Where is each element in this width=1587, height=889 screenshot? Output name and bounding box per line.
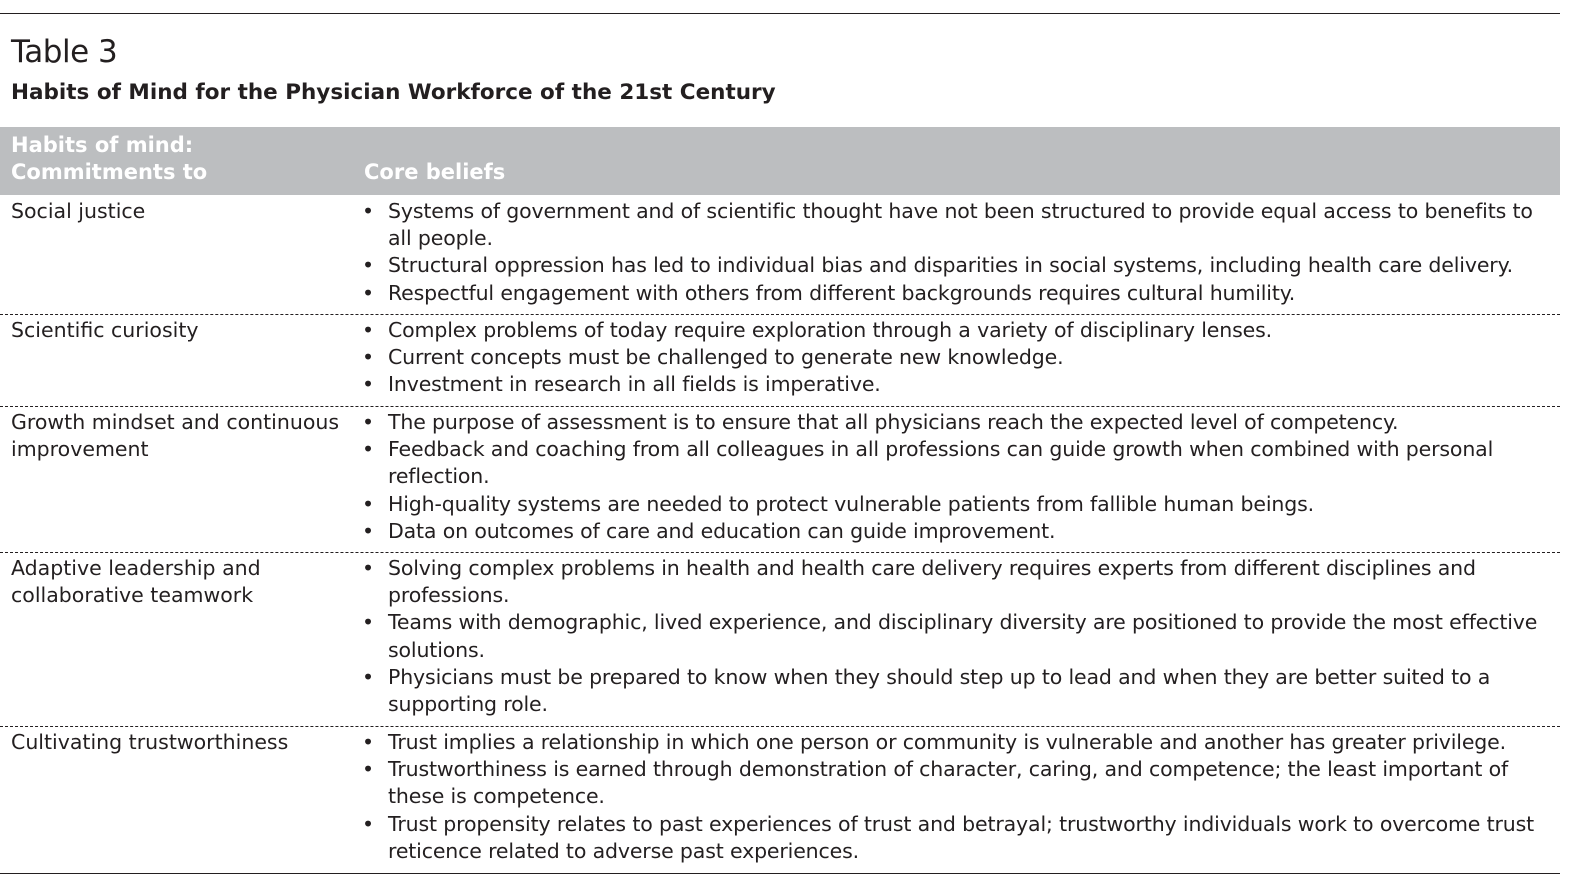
habit-cell: Scientific curiosity [11,318,199,342]
table-row-growth-mindset [0,407,1560,553]
belief-text: Complex problems of today require exploration through a variety of disciplinary lenses. [388,318,1273,342]
belief-item [362,198,1552,252]
belief-text: High-quality systems are needed to protect vulnerable patients from fallible human beings. [388,491,1314,516]
belief-item [362,811,1552,865]
bullet-icon: • [362,253,374,278]
habit-cell: Cultivating trustworthiness [11,730,289,754]
top-rule [0,13,1560,14]
beliefs-list [362,317,1552,399]
belief-text: Respectful engagement with others from different backgrounds requires cultural humility. [388,280,1296,305]
header-habits-line1: Habits of mind: [11,133,194,157]
bullet-icon: • [362,518,374,543]
belief-text: Solving complex problems in health and health care delivery requires experts from different disciplines and professions. [388,556,1476,608]
bullet-icon: • [362,372,374,397]
belief-item [362,317,1552,344]
belief-item [362,344,1552,371]
bullet-icon: • [362,345,374,370]
table-row-cultivating-trustworthiness [0,727,1560,874]
belief-text: Feedback and coaching from all colleagues in all professions can guide growth when combined with personal reflection. [388,437,1494,489]
table-row-social-justice [0,196,1560,315]
table-row-adaptive-leadership [0,553,1560,727]
bullet-icon: • [362,410,374,434]
belief-text: Investment in research in all fields is imperative. [388,372,881,397]
header-core-beliefs: Core beliefs [364,160,506,184]
belief-text: Data on outcomes of care and education can guide improvement. [388,518,1056,543]
beliefs-list [362,198,1552,307]
bullet-icon: • [362,811,374,836]
belief-item [362,436,1552,490]
bullet-icon: • [362,437,374,462]
habit-cell: Social justice [11,199,146,223]
bullet-icon: • [362,556,374,580]
bullet-icon: • [362,199,374,223]
belief-item [362,609,1552,663]
belief-text: Structural oppression has led to individual bias and disparities in social systems, including health care delivery. [388,253,1513,278]
belief-item [362,371,1552,398]
belief-text: The purpose of assessment is to ensure that all physicians reach the expected level of competency. [388,410,1399,434]
bullet-icon: • [362,491,374,516]
header-habits-line2: Commitments to [11,160,208,184]
belief-text: Teams with demographic, lived experience, and disciplinary diversity are positioned to provide the most effective solutions. [388,610,1538,662]
bullet-icon: • [362,318,374,342]
table-row-scientific-curiosity [0,315,1560,407]
belief-text: Systems of government and of scientific thought have not been structured to provide equal access to benefits to all people. [388,199,1533,251]
belief-item [362,518,1552,545]
bullet-icon: • [362,664,374,689]
belief-text: Trust propensity relates to past experiences of trust and betrayal; trustworthy individuals work to overcome trust reticence related to adverse past experiences. [388,811,1535,863]
belief-item [362,729,1552,756]
table-label: Table 3 [11,34,118,70]
belief-item [362,756,1552,810]
header-habits-of-mind [11,132,341,186]
belief-text: Physicians must be prepared to know when they should step up to lead and when they are better suited to a supporting role. [388,664,1491,717]
bullet-icon: • [362,280,374,305]
bullet-icon: • [362,610,374,635]
belief-text: Trustworthiness is earned through demonstration of character, caring, and competence; the least important of these is competence. [388,757,1509,809]
belief-item [362,491,1552,518]
belief-text: Current concepts must be challenged to generate new knowledge. [388,345,1064,370]
belief-item [362,555,1552,609]
belief-item [362,252,1552,279]
bullet-icon: • [362,757,374,782]
table-title: Habits of Mind for the Physician Workforce of the 21st Century [11,80,776,105]
bullet-icon: • [362,730,374,754]
beliefs-list [362,555,1552,718]
belief-item [362,409,1552,436]
belief-item [362,280,1552,307]
belief-text: Trust implies a relationship in which one person or community is vulnerable and another has greater privilege. [388,730,1506,754]
beliefs-list [362,729,1552,865]
beliefs-list [362,409,1552,545]
belief-item [362,664,1552,718]
habit-cell: Growth mindset and continuous improvement [11,410,340,462]
habit-cell: Adaptive leadership and collaborative teamwork [11,556,261,608]
